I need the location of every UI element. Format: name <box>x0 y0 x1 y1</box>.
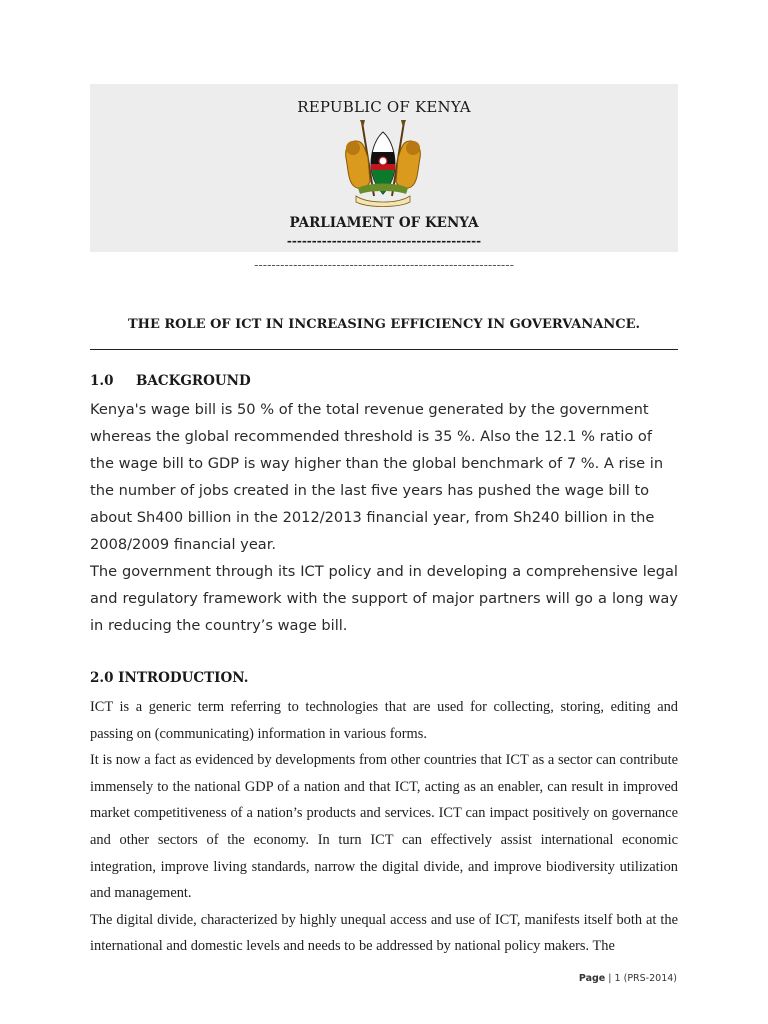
section-heading-background <box>90 373 251 389</box>
background-paragraph: The government through its ICT policy and in developing a comprehensive legal and regulatory framework with the support of major partners will go a long way in reducing the country’s wage bill. <box>90 563 678 634</box>
section-number: 1.0 <box>90 373 114 389</box>
page-separator: | <box>608 973 612 984</box>
introduction-paragraph: The digital divide, characterized by highly unequal access and use of ICT, manifests itself both at the international and domestic levels and needs to be addressed by national policy makers. The <box>90 911 678 955</box>
section-title: BACKGROUND <box>136 373 251 389</box>
page-number: 1 <box>614 973 621 984</box>
letterhead <box>90 84 678 252</box>
page-label: Page <box>578 973 606 984</box>
title-rule <box>90 349 678 350</box>
coat-of-arms-icon <box>338 118 428 208</box>
document-code: (PRS-2014) <box>623 973 677 984</box>
page-footer <box>579 973 677 984</box>
parliament-heading: PARLIAMENT OF KENYA <box>289 215 479 231</box>
document-title: THE ROLE OF ICT IN INCREASING EFFICIENCY IN GOVERVANANCE. <box>127 317 641 332</box>
introduction-paragraph: It is now a fact as evidenced by developments from other countries that ICT as a sector can contribute immensely to the national GDP of a nation and that ICT, acting as an enabler, can result in improved market competitiveness of a nation’s products and services. ICT can impact positively on governance and other sectors of the economy. In turn ICT can effectively assist international economic integration, improve living standards, narrow the digital divide, and improve biodiversity utilization and management. <box>90 752 678 902</box>
background-body <box>90 396 678 639</box>
section-heading-introduction: 2.0 INTRODUCTION. <box>90 670 249 686</box>
dashed-separator: ------------------------------------------------------------ <box>254 258 514 272</box>
header-divider: --------------------------------------- <box>286 234 482 248</box>
introduction-body <box>90 694 678 960</box>
background-paragraph: Kenya's wage bill is 50 % of the total revenue generated by the government whereas the global recommended threshold is 35 %. Also the 12.1 % ratio of the wage bill to GDP is way higher than the global benchmark of 7 %. A rise in the number of jobs created in the last five years has pushed the wage bill to about Sh400 billion in the 2012/2013 financial year, from Sh240 billion in the 2008/2009 financial year. <box>90 401 664 553</box>
republic-heading: REPUBLIC OF KENYA <box>297 98 471 116</box>
introduction-paragraph: ICT is a generic term referring to technologies that are used for collecting, storing, editing and passing on (communicating) information in various forms. <box>90 699 678 742</box>
